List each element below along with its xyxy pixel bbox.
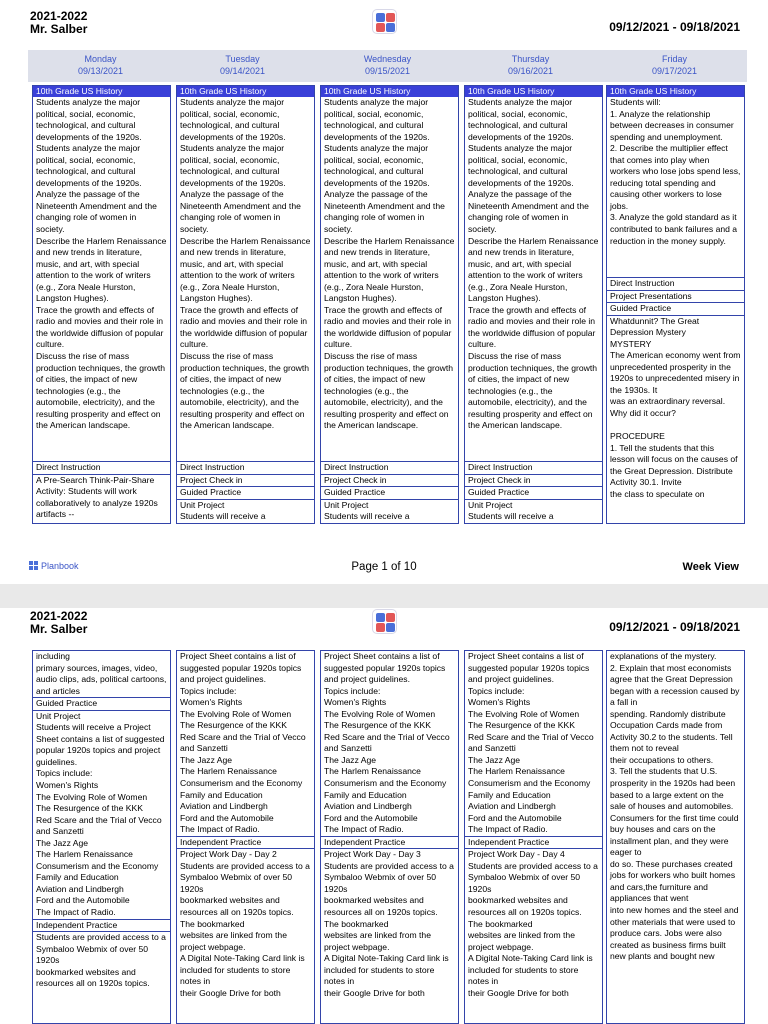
- lesson-tuesday-continued[interactable]: [176, 650, 315, 1024]
- section-stack: [464, 462, 603, 524]
- section-body: Students are provided access to a Symbaloo Webmix of over 50 1920s bookmarked websites and resources all on 1920s topics. The bookmarked websites are linked from the project webpage. A Digital Note-Taking Card link is included for students to store notes in their Google Drive for both: [324, 860, 454, 998]
- section-stack: [320, 462, 459, 524]
- course-label: 10th Grade US History: [33, 86, 170, 97]
- day-header-bar: [28, 50, 747, 82]
- section-label: Direct Instruction: [465, 462, 602, 475]
- section-label: Independent Practice: [321, 836, 458, 850]
- brand-label: Planbook: [41, 561, 79, 571]
- header-info: [30, 10, 87, 36]
- date-range: 09/12/2021 - 09/18/2021: [609, 20, 740, 34]
- lesson-thursday[interactable]: [464, 85, 603, 524]
- work-day-label: Project Work Day - Day 3: [324, 849, 421, 860]
- teacher-name: Mr. Salber: [30, 622, 88, 636]
- day-name: Monday: [84, 54, 117, 64]
- section-stack: [606, 278, 745, 524]
- lesson-card: [464, 85, 603, 462]
- work-day-label: Project Work Day - Day 4: [468, 849, 565, 860]
- teacher-name: Mr. Salber: [30, 22, 88, 36]
- section-body: explanations of the mystery. 2. Explain that most economists agree that the Great Depression began with a recession caused by a fall in spending. Randomly distribute Occupation Cards made from Activity 30.2 to the students. Tell them not to reveal their occupations to others. 3. Tell the students that U.S. prosperity in the 1920s had been based to a large extent on the sale of houses and automobiles. Consumers for the first time could buy houses and cars on the installment plan, and they were eager to do so. These purchases created jobs for workers who built homes and cars,the furniture and appliances that went into new homes and the steel and other materials that were used to produce cars. Jobs were also created as business firms built new plants and bought new: [610, 651, 740, 962]
- lesson-card: [320, 85, 459, 462]
- section-body: Project Sheet contains a list of suggested popular 1920s topics and project guidelines. Topics include: Women's Rights The Evolving Role of Women The Resurgence of the KKK Red Scare and the Trial of Vecco and Sanzetti The Jazz Age The Harlem Renaissance Consumerism and the Economy Family and Education Aviation and Lindbergh Ford and the Automobile The Impact of Radio.: [468, 651, 594, 835]
- section-label: Direct Instruction: [33, 462, 170, 475]
- section-direct-instruction: [32, 462, 171, 524]
- lesson-card: [32, 85, 171, 462]
- day-name: Tuesday: [225, 54, 260, 64]
- planbook-logo-icon: [372, 9, 397, 34]
- section-stack: [320, 650, 459, 1024]
- lesson-wednesday[interactable]: [320, 85, 459, 524]
- page-footer: [0, 558, 768, 578]
- section-label: Guided Practice: [177, 487, 314, 500]
- header-info: [30, 610, 87, 636]
- day-header-monday[interactable]: [32, 53, 169, 77]
- day-date: 09/15/2021: [364, 66, 411, 76]
- lesson-monday-continued[interactable]: [32, 650, 171, 1024]
- lesson-thursday-continued[interactable]: [464, 650, 603, 1024]
- section-stack: [606, 650, 745, 1024]
- section-body: Unit Project Students will receive a: [468, 499, 554, 522]
- section-body: Project Sheet contains a list of suggested popular 1920s topics and project guidelines. Topics include: Women's Rights The Evolving Role of Women The Resurgence of the KKK Red Scare and the Trial of Vecco and Sanzetti The Jazz Age The Harlem Renaissance Consumerism and the Economy Family and Education Aviation and Lindbergh Ford and the Automobile The Impact of Radio.: [180, 651, 306, 835]
- section-label: Direct Instruction: [177, 462, 314, 475]
- section-label: Independent Practice: [33, 919, 170, 933]
- section-body: Unit Project Students will receive a: [324, 499, 410, 522]
- section-body: including primary sources, images, video, audio clips, ads, political cartoons, and articles: [36, 651, 167, 696]
- lesson-monday[interactable]: [32, 85, 171, 524]
- section-body: Project Presentations: [607, 291, 744, 304]
- day-header-friday[interactable]: [606, 53, 743, 77]
- day-header-wednesday[interactable]: [319, 53, 456, 77]
- course-label: 10th Grade US History: [321, 86, 458, 97]
- day-header-thursday[interactable]: [462, 53, 599, 77]
- lesson-friday[interactable]: [606, 85, 745, 524]
- course-label: 10th Grade US History: [607, 86, 744, 97]
- day-name: Thursday: [511, 54, 550, 64]
- standards-text: Students analyze the major political, social, economic, technological, and cultural developments of the 1920s. Students analyze the major political, social, economic, technological, and cultural developments of the 1920s. Analyze the passage of the Nineteenth Amendment and the changing role of women in society. Describe the Harlem Renaissance and new trends in literature, music, and art, with special attention to the work of writers (e.g., Zora Neale Hurston, Langston Hughes). Trace the growth and effects of radio and movies and their role in the worldwide diffusion of popular culture. Discuss the rise of mass production techniques, the growth of cities, the impact of new technologies (e.g., the automobile, electricity), and the resulting prosperity and effect on the American landscape.: [468, 97, 599, 431]
- day-date: 09/14/2021: [219, 66, 266, 76]
- lesson-wednesday-continued[interactable]: [320, 650, 459, 1024]
- school-year: 2021-2022: [30, 609, 88, 623]
- course-label: 10th Grade US History: [465, 86, 602, 97]
- page-1-header: [0, 0, 768, 48]
- standards-text: Students analyze the major political, social, economic, technological, and cultural developments of the 1920s. Students analyze the major political, social, economic, technological, and cultural developments of the 1920s. Analyze the passage of the Nineteenth Amendment and the changing role of women in society. Describe the Harlem Renaissance and new trends in literature, music, and art, with special attention to the work of writers (e.g., Zora Neale Hurston, Langston Hughes). Trace the growth and effects of radio and movies and their role in the worldwide diffusion of popular culture. Discuss the rise of mass production techniques, the growth of cities, the impact of new technologies (e.g., the automobile, electricity), and the resulting prosperity and effect on the American landscape.: [324, 97, 455, 431]
- section-label: Independent Practice: [465, 836, 602, 850]
- section-label: Guided Practice: [465, 487, 602, 500]
- page-number: Page 1 of 10: [351, 561, 417, 573]
- section-label: Independent Practice: [177, 836, 314, 850]
- section-stack: [32, 650, 171, 1024]
- section-body: Project Check in: [177, 475, 314, 488]
- day-name: Friday: [661, 54, 687, 64]
- section-body: Students are provided access to a Symbaloo Webmix of over 50 1920s bookmarked websites and resources all on 1920s topics. The bookmarked websites are linked from the project webpage. A Digital Note-Taking Card link is included for students to store notes in their Google Drive for both: [468, 860, 598, 998]
- section-body: Project Sheet contains a list of suggested popular 1920s topics and project guidelines. Topics include: Women's Rights The Evolving Role of Women The Resurgence of the KKK Red Scare and the Trial of Vecco and Sanzetti The Jazz Age The Harlem Renaissance Consumerism and the Economy Family and Education Aviation and Lindbergh Ford and the Automobile The Impact of Radio.: [324, 651, 450, 835]
- day-date: 09/17/2021: [651, 66, 698, 76]
- page-2-header: [0, 600, 768, 648]
- lesson-card: [176, 85, 315, 462]
- view-mode: Week View: [682, 561, 739, 573]
- section-label: Direct Instruction: [321, 462, 458, 475]
- lesson-tuesday[interactable]: [176, 85, 315, 524]
- section-stack: [464, 650, 603, 1024]
- section-body: A Pre-Search Think-Pair-Share Activity: Students will work collaboratively to analyze 1920s artifacts --: [36, 474, 161, 520]
- day-name: Wednesday: [363, 54, 412, 64]
- date-range: 09/12/2021 - 09/18/2021: [609, 620, 740, 634]
- section-label: Direct Instruction: [607, 278, 744, 291]
- standards-text: Students analyze the major political, social, economic, technological, and cultural developments of the 1920s. Students analyze the major political, social, economic, technological, and cultural developments of the 1920s. Analyze the passage of the Nineteenth Amendment and the changing role of women in society. Describe the Harlem Renaissance and new trends in literature, music, and art, with special attention to the work of writers (e.g., Zora Neale Hurston, Langston Hughes). Trace the growth and effects of radio and movies and their role in the worldwide diffusion of popular culture. Discuss the rise of mass production techniques, the growth of cities, the impact of new technologies (e.g., the automobile, electricity), and the resulting prosperity and effect on the American landscape.: [36, 97, 167, 431]
- section-body: Students are provided access to a Symbaloo Webmix of over 50 1920s bookmarked websites and resources all on 1920s topics.: [36, 932, 166, 989]
- course-label: 10th Grade US History: [177, 86, 314, 97]
- section-body: Unit Project Students will receive a: [180, 499, 266, 522]
- objectives-text: Students will: 1. Analyze the relationship between decreases in consumer spending and unemployment. 2. Describe the multiplier effect that comes into play when workers who lose jobs spend less, reducing total spending and causing other workers to lose jobs. 3. Analyze the gold standard as it contributed to bank failures and a reduction in the money supply.: [610, 97, 741, 246]
- day-header-tuesday[interactable]: [174, 53, 311, 77]
- day-date: 09/16/2021: [507, 66, 554, 76]
- section-label: Guided Practice: [321, 487, 458, 500]
- section-body: Whatdunnit? The Great Depression Mystery MYSTERY The American economy went from unprecedented prosperity in the 1920s to unprecedented misery in the 1930s. It was an extraordinary reversal. Why did it occur? PROCEDURE 1. Tell the students that this lesson will focus on the causes of the Great Depression. Distribute Activity 30.1. Invite the class to speculate on: [610, 315, 741, 499]
- section-stack: [176, 462, 315, 524]
- section-label: Guided Practice: [607, 303, 744, 316]
- lesson-friday-continued[interactable]: [606, 650, 745, 1024]
- day-date: 09/13/2021: [77, 66, 124, 76]
- section-stack: [176, 650, 315, 1024]
- school-year: 2021-2022: [30, 9, 88, 23]
- work-day-label: Project Work Day - Day 2: [180, 849, 277, 860]
- section-body: Project Check in: [321, 475, 458, 488]
- planbook-logo-icon: [372, 609, 397, 634]
- section-label: Guided Practice: [33, 697, 170, 711]
- standards-text: Students analyze the major political, social, economic, technological, and cultural developments of the 1920s. Students analyze the major political, social, economic, technological, and cultural developments of the 1920s. Analyze the passage of the Nineteenth Amendment and the changing role of women in society. Describe the Harlem Renaissance and new trends in literature, music, and art, with special attention to the work of writers (e.g., Zora Neale Hurston, Langston Hughes). Trace the growth and effects of radio and movies and their role in the worldwide diffusion of popular culture. Discuss the rise of mass production techniques, the growth of cities, the impact of new technologies (e.g., the automobile, electricity), and the resulting prosperity and effect on the American landscape.: [180, 97, 311, 431]
- section-body: Unit Project Students will receive a Project Sheet contains a list of suggested popular 1920s topics and project guidelines. Topics include: Women's Rights The Evolving Role of Women The Resurgence of the KKK Red Scare and the Trial of Vecco and Sanzetti The Jazz Age The Harlem Renaissance Consumerism and the Economy Family and Education Aviation and Lindbergh Ford and the Automobile The Impact of Radio.: [36, 710, 165, 918]
- section-body: Students are provided access to a Symbaloo Webmix of over 50 1920s bookmarked websites and resources all on 1920s topics. The bookmarked websites are linked from the project webpage. A Digital Note-Taking Card link is included for students to store notes in their Google Drive for both: [180, 860, 310, 998]
- section-body: Project Check in: [465, 475, 602, 488]
- lesson-card: [606, 85, 745, 278]
